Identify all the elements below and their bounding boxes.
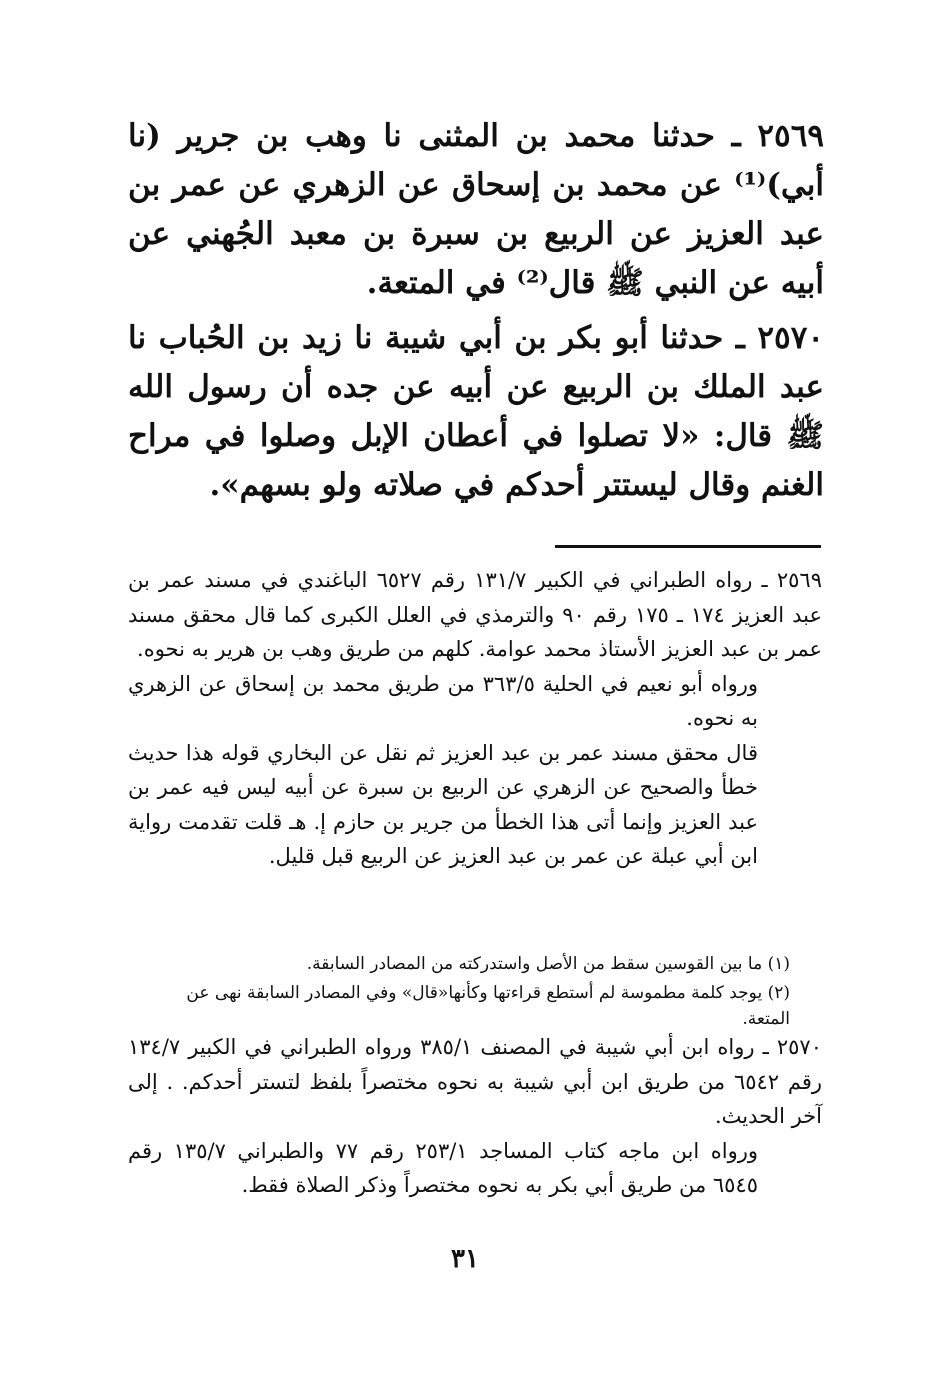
takhrij-2569-para-3: قال محقق مسند عمر بن عبد العزيز ثم نقل عن البخاري قوله هذا حديث خطأ والصحيح عن الزهري عن الربيع بن سبرة عن أبيه ليس فيه عمر بن عبد العزيز وإنما أتى هذا الخطأ من جرير بن حازم إ. هـ قلت تقدمت رواية ابن أبي عبلة عن عمر بن عبد العزيز عن الربيع قبل قليل.	[128, 740, 758, 868]
takhrij-2569-para-2: ورواه أبو نعيم في الحلية ٣٦٣/٥ من طريق محمد بن إسحاق عن الزهري به نحوه.	[128, 671, 758, 730]
hadith-2569-text: ٢٥٦٩ ـ حدثنا محمد بن المثنى نا وهب بن جرير (نا أبي)⁽¹⁾ عن محمد بن إسحاق عن الزهري عن عمر بن عبد العزيز عن الربيع بن سبرة بن معبد الجُهني عن أبيه عن النبي ﷺ قال⁽²⁾ في المتعة.	[128, 118, 824, 301]
takhrij-2569-para-1: ٢٥٦٩ ـ رواه الطبراني في الكبير ١٣١/٧ رقم ٦٥٢٧ الباغندي في مسند عمر بن عبد العزيز ١٧٤ ـ ١٧٥ رقم ٩٠ والترمذي في العلل الكبرى كما قال محقق مسند عمر بن عبد العزيز الأستاذ محمد عوامة. كلهم من طريق وهب بن هرير به نحوه.	[128, 568, 822, 661]
footnote-2: (٢) يوجد كلمة مطموسة لم أستطع قراءتها وكأنها«قال» وفي المصادر السابقة نهى عن المتعة.	[186, 983, 790, 1029]
hadith-2570	[128, 314, 824, 510]
footnote-separator	[555, 545, 821, 548]
footnote-1: (١) ما بين القوسين سقط من الأصل واستدركته من المصادر السابقة.	[306, 954, 790, 974]
hadith-2570-text: ٢٥٧٠ ـ حدثنا أبو بكر بن أبي شيبة نا زيد بن الحُباب نا عبد الملك بن الربيع عن أبيه عن جده أن رسول الله ﷺ قال: «لا تصلوا في أعطان الإبل وصلوا في مراح الغنم وقال ليستتر أحدكم في صلاته ولو بسهم».	[128, 320, 824, 503]
takhrij-2570-para-1: ٢٥٧٠ ـ رواه ابن أبي شيبة في المصنف ٣٨٥/١ ورواه الطبراني في الكبير ١٣٤/٧ رقم ٦٥٤٢ من طريق ابن أبي شيبة به نحوه مختصراً بلفظ لتستر أحدكم. . إلى آخر الحديث.	[128, 1035, 822, 1128]
takhrij-2570-para-2: ورواه ابن ماجه كتاب المساجد ٢٥٣/١ رقم ٧٧ والطبراني ١٣٥/٧ رقم ٦٥٤٥ من طريق أبي بكر به نحوه مختصراً وذكر الصلاة فقط.	[128, 1138, 758, 1197]
page-number: ٣١	[451, 1244, 479, 1274]
takhrij-2569	[128, 563, 822, 874]
hadith-2569	[128, 112, 824, 308]
takhrij-2570	[128, 1030, 822, 1203]
